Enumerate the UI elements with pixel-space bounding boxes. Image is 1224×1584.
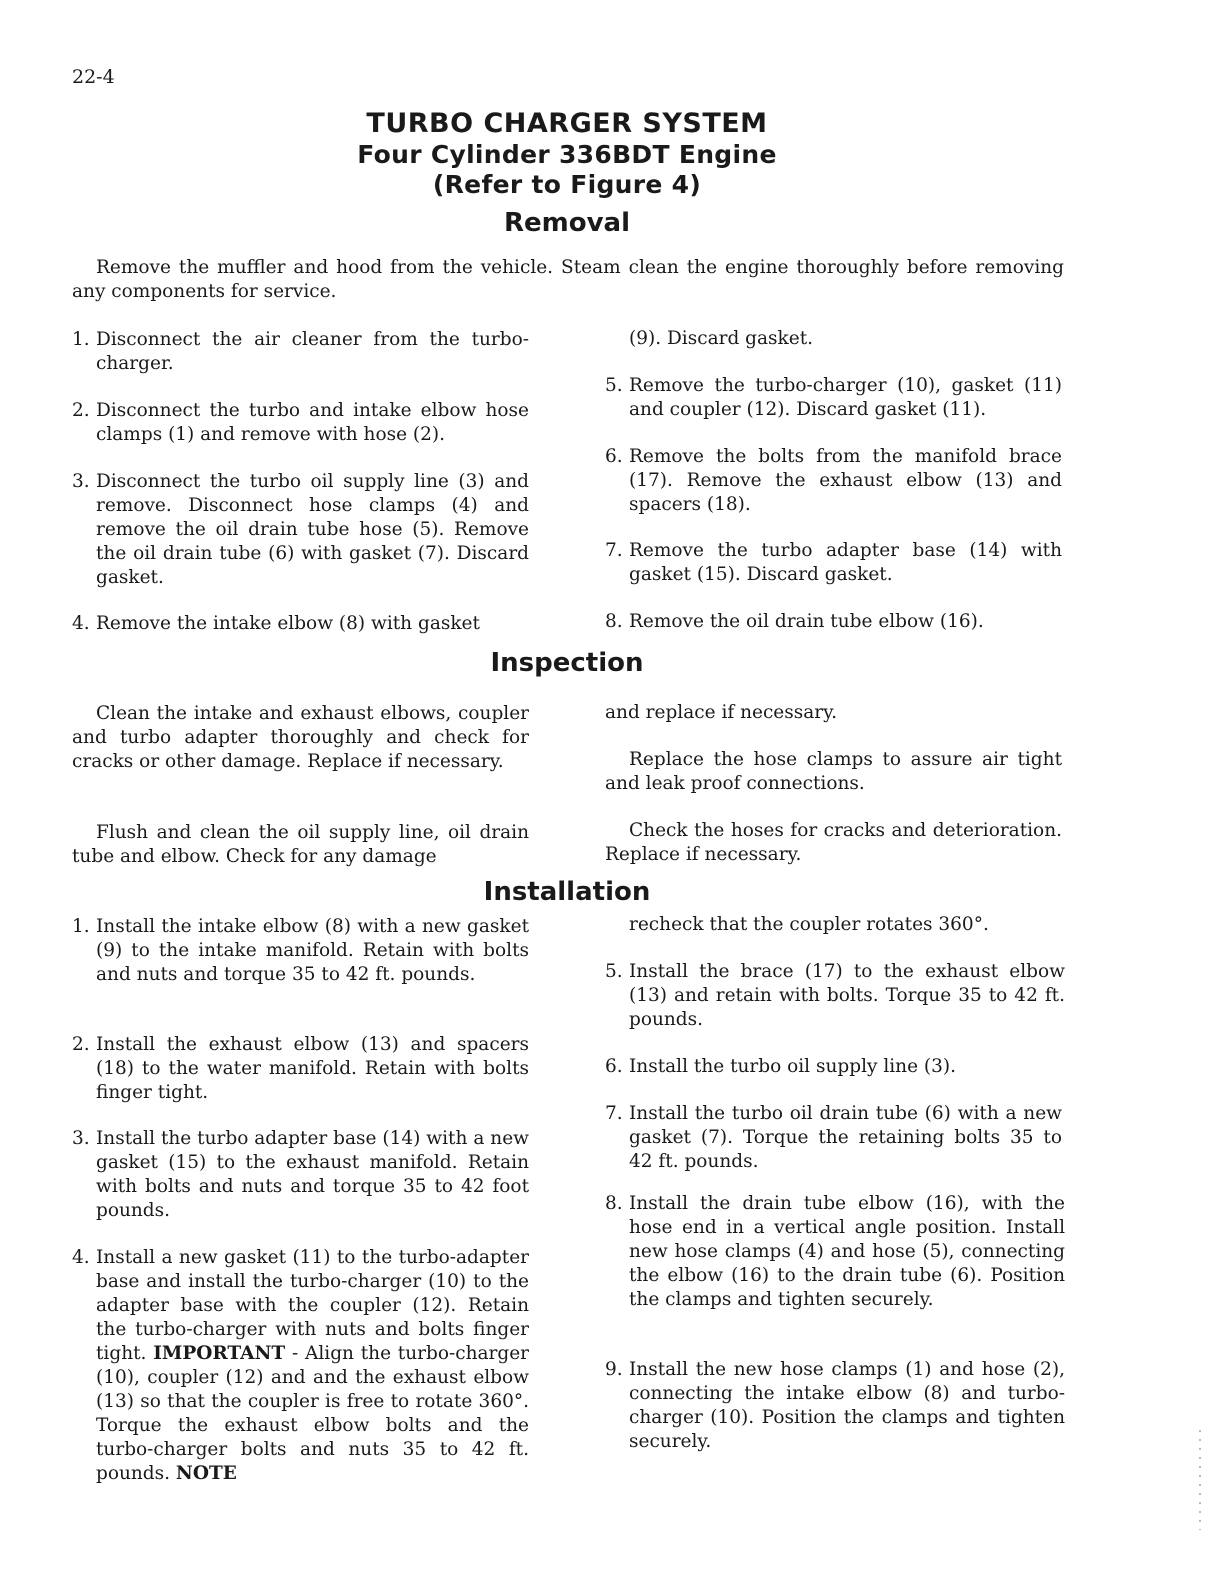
step-text: Remove the bolts from the manifold brace (17). Remove the exhaust elbow (13) and spacers (18).	[629, 446, 1062, 515]
step-text: Remove the turbo adapter base (14) with gasket (15). Discard gasket.	[629, 540, 1062, 585]
step-text: Install the intake elbow (8) with a new gasket (9) to the intake manifold. Retain with bolts and nuts and torque 35 to 42 ft. pounds.	[96, 916, 529, 985]
step-text	[96, 1246, 529, 1486]
step-text: (9). Discard gasket.	[629, 328, 814, 349]
step-number: 1.	[72, 916, 90, 937]
inspection-paragraph: Flush and clean the oil supply line, oil drain tube and elbow. Check for any damage	[72, 822, 529, 867]
step-text: Remove the intake elbow (8) with gasket	[96, 613, 480, 634]
scan-artifact	[1199, 1430, 1201, 1530]
step-number: 2.	[72, 400, 90, 421]
step-number: 7.	[605, 540, 623, 561]
inspection-heading: Inspection	[490, 648, 644, 678]
step-number: 8.	[605, 1193, 623, 1214]
inspection-paragraph: Replace the hose clamps to assure air tight and leak proof connections.	[605, 749, 1062, 794]
step-number: 7.	[605, 1103, 623, 1124]
step-number: 9.	[605, 1359, 623, 1380]
step-number: 3.	[72, 471, 90, 492]
step-number: 3.	[72, 1128, 90, 1149]
removal-heading: Removal	[503, 208, 630, 238]
step-number: 4.	[72, 1247, 90, 1268]
step-text: recheck that the coupler rotates 360°.	[629, 914, 989, 935]
step-text: Install the brace (17) to the exhaust elbow (13) and retain with bolts. Torque 35 to 42 ft. pounds.	[629, 961, 1065, 1030]
step-text: Install the turbo oil drain tube (6) with a new gasket (7). Torque the retaining bolts 35 to 42 ft. pounds.	[629, 1103, 1062, 1172]
installation-heading: Installation	[483, 877, 651, 907]
step-text: Install the turbo adapter base (14) with a new gasket (15) to the exhaust manifold. Retain with bolts and nuts and torque 35 to 42 foot pounds.	[96, 1128, 529, 1221]
step-number: 6.	[605, 446, 623, 467]
step-number: 2.	[72, 1034, 90, 1055]
note-label: NOTE	[175, 1463, 237, 1484]
step-text: Install the turbo oil supply line (3).	[629, 1056, 956, 1077]
removal-intro: Remove the muffler and hood from the vehicle. Steam clean the engine thoroughly before removing any components for service.	[72, 257, 1064, 302]
page-title: TURBO CHARGER SYSTEM	[366, 108, 768, 139]
inspection-paragraph: Clean the intake and exhaust elbows, coupler and turbo adapter thoroughly and check for cracks or other damage. Replace if necessary.	[72, 703, 529, 772]
step-text: Disconnect the air cleaner from the turbo-charger.	[96, 329, 529, 374]
inspection-paragraph: Check the hoses for cracks and deterioration. Replace if necessary.	[605, 820, 1062, 865]
figure-reference: (Refer to Figure 4)	[432, 170, 702, 199]
step-number: 5.	[605, 375, 623, 396]
page-subtitle: Four Cylinder 336BDT Engine	[357, 140, 777, 169]
step-number: 4.	[72, 613, 90, 634]
step-text: Install the drain tube elbow (16), with the hose end in a vertical angle position. Install new hose clamps (4) and hose (5), connecting the elbow (16) to the drain tube (6). Position the clamps and tighten securely.	[629, 1193, 1065, 1310]
step-text-part: - Align the turbo-charger (10), coupler (12) and and the exhaust elbow (13) so that the coupler is free to rotate 360°. Torque the exhaust elbow bolts and the turbo-charger bolts and nuts 35 to 42 ft. pounds.	[96, 1343, 529, 1484]
page-number: 22-4	[72, 66, 115, 88]
step-number: 5.	[605, 961, 623, 982]
step-text: Install the exhaust elbow (13) and spacers (18) to the water manifold. Retain with bolts finger tight.	[96, 1034, 529, 1103]
important-label: IMPORTANT	[153, 1343, 286, 1364]
step-text: Remove the oil drain tube elbow (16).	[629, 611, 984, 632]
step-text: Disconnect the turbo and intake elbow hose clamps (1) and remove with hose (2).	[96, 400, 529, 445]
step-text: Install the new hose clamps (1) and hose (2), connecting the intake elbow (8) and turbo-charger (10). Position the clamps and tighten securely.	[629, 1359, 1065, 1452]
step-text: Remove the turbo-charger (10), gasket (11) and coupler (12). Discard gasket (11).	[629, 375, 1062, 420]
step-text-part: Install a new gasket (11) to the turbo-adapter base and install the turbo-charger (10) to the adapter base with the coupler (12). Retain the turbo-charger with nuts and bolts finger tight.	[96, 1247, 529, 1364]
step-number: 8.	[605, 611, 623, 632]
step-number: 6.	[605, 1056, 623, 1077]
step-text: Disconnect the turbo oil supply line (3) and remove. Disconnect hose clamps (4) and remove the oil drain tube hose (5). Remove the oil drain tube (6) with gasket (7). Discard gasket.	[96, 471, 529, 588]
step-number: 1.	[72, 329, 90, 350]
inspection-paragraph-continued: and replace if necessary.	[605, 702, 837, 723]
